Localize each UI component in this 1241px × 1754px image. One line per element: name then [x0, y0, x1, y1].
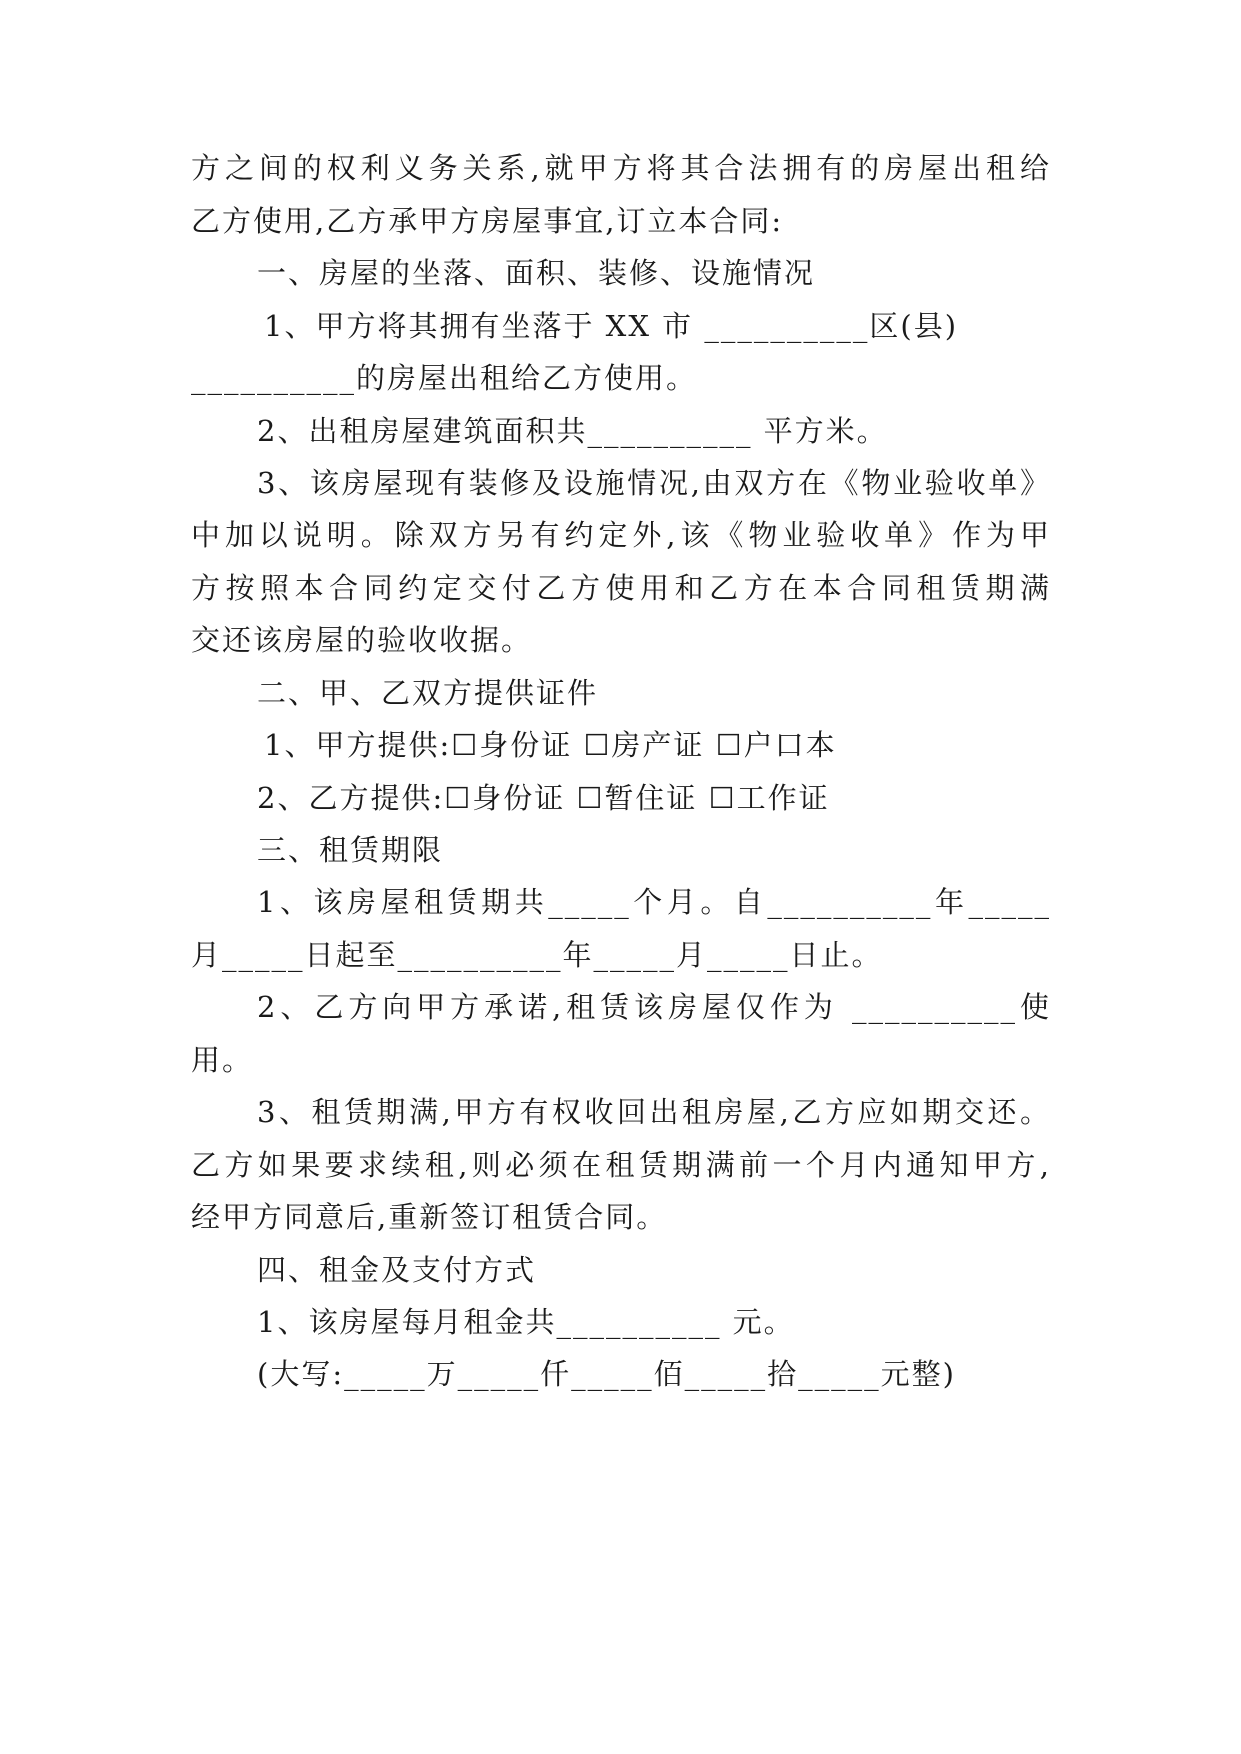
clause-line: 2、乙方向甲方承诺,租赁该房屋仅作为 __________使 — [257, 990, 1051, 1024]
section-heading: 二、甲、乙双方提供证件 — [257, 676, 599, 710]
paragraph-line: 月_____日起至__________年_____月_____日止。 — [191, 938, 883, 972]
section-heading: 四、租金及支付方式 — [257, 1253, 537, 1287]
paragraph-line: 用。 — [191, 1043, 254, 1077]
clause-line: 3、该房屋现有装修及设施情况,由双方在《物业验收单》 — [257, 466, 1051, 500]
clause-line: 3、租赁期满,甲方有权收回出租房屋,乙方应如期交还。 — [257, 1095, 1051, 1129]
clause-line: __________的房屋出租给乙方使用。 — [191, 361, 698, 395]
clause-line: (大写:_____万_____仟_____佰_____拾_____元整) — [257, 1357, 956, 1391]
paragraph-line: 交还该房屋的验收收据。 — [191, 623, 533, 657]
clause-line: 1、甲方将其拥有坐落于 XX 市 __________区(县) — [264, 309, 959, 343]
clause-line: 2、出租房屋建筑面积共__________ 平方米。 — [257, 414, 888, 448]
paragraph-line: 中加以说明。除双方另有约定外,该《物业验收单》作为甲 — [191, 518, 1051, 552]
clause-line: 1、该房屋每月租金共__________ 元。 — [257, 1305, 795, 1339]
paragraph-line: 方之间的权利义务关系,就甲方将其合法拥有的房屋出租给 — [191, 151, 1051, 185]
checkbox-line: 2、乙方提供:☐身份证 ☐暂住证 ☐工作证 — [257, 781, 830, 815]
section-heading: 一、房屋的坐落、面积、装修、设施情况 — [257, 256, 816, 290]
paragraph-line: 乙方使用,乙方承甲方房屋事宜,订立本合同: — [191, 204, 784, 238]
paragraph-line: 方按照本合同约定交付乙方使用和乙方在本合同租赁期满 — [191, 571, 1051, 605]
clause-line: 1、该房屋租赁期共_____个月。自__________年_____ — [257, 885, 1051, 919]
section-heading: 三、租赁期限 — [257, 833, 444, 867]
paragraph-line: 经甲方同意后,重新签订租赁合同。 — [191, 1200, 668, 1234]
checkbox-line: 1、甲方提供:☐身份证 ☐房产证 ☐户口本 — [264, 728, 837, 762]
paragraph-line: 乙方如果要求续租,则必须在租赁期满前一个月内通知甲方, — [191, 1148, 1051, 1182]
